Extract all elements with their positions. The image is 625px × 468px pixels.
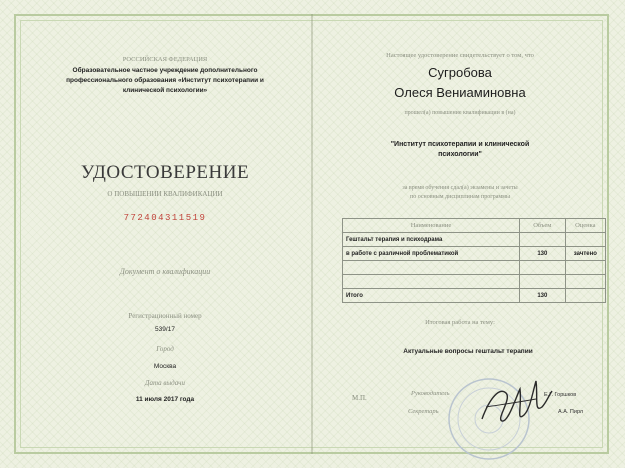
exams-text-2: по основным дисциплинам программы — [409, 194, 510, 200]
head-name: Е.Г. Горшков — [544, 392, 577, 398]
table-row — [343, 261, 606, 275]
exams-text-1: за время обучения сдал(а) экзамены и зачеты — [402, 185, 518, 191]
recipient-name: Олеся Вениаминовна — [394, 85, 526, 100]
country-label: РОССИЙСКАЯ ФЕДЕРАЦИЯ — [122, 56, 208, 63]
reg-number: 539/17 — [155, 326, 175, 333]
table-row — [343, 275, 606, 289]
row-cell — [565, 289, 605, 303]
table-header — [343, 219, 606, 233]
org-line-3: клинической психологии» — [122, 87, 208, 94]
city: Москва — [153, 363, 177, 370]
table-row-total — [343, 289, 606, 303]
document-type: Документ о квалификации — [119, 267, 211, 276]
row-cell — [519, 233, 565, 247]
row-cell — [565, 233, 605, 247]
disciplines-table — [342, 218, 606, 303]
institution-line-2: психологии" — [438, 151, 482, 158]
row-cell: зачтено — [565, 247, 605, 261]
passed-text: прошел(а) повышение квалификации в (на) — [404, 110, 516, 116]
row-cell — [519, 261, 565, 275]
final-work-title: Актуальные вопросы гештальт терапии — [403, 348, 533, 355]
row-cell — [519, 275, 565, 289]
row-cell — [343, 261, 520, 275]
institution-line-1: "Институт психотерапии и клинической — [390, 141, 530, 148]
org-line-2: профессионального образования «Институт психотерапии и — [66, 77, 264, 84]
row-cell — [565, 261, 605, 275]
handwritten-signature — [476, 367, 556, 437]
row-cell: Итого — [343, 289, 520, 303]
row-cell — [343, 275, 520, 289]
document-subtitle: О ПОВЫШЕНИИ КВАЛИФИКАЦИИ — [107, 190, 223, 198]
right-page — [316, 22, 604, 446]
date-label: Дата выдачи — [145, 379, 185, 387]
page-fold — [311, 14, 313, 454]
intro-text: Настоящее удостоверение свидетельствует о том, что — [386, 52, 534, 59]
row-cell: Гештальт терапия и психодрама — [343, 233, 520, 247]
serial-number: 772404311519 — [123, 213, 207, 223]
secretary-label: Секретарь — [408, 408, 439, 415]
recipient-surname: Сугробова — [428, 65, 492, 80]
table-row — [343, 247, 606, 261]
row-cell: в работе с различной проблематикой — [343, 247, 520, 261]
row-cell — [565, 275, 605, 289]
issue-date: 11 июля 2017 года — [135, 396, 195, 403]
city-label: Город — [156, 345, 174, 353]
row-cell: 130 — [519, 247, 565, 261]
secretary-name: А.А. Пирл — [558, 409, 584, 415]
stamp-label: М.П. — [352, 394, 367, 402]
org-line-1: Образовательное частное учреждение дополнительного — [72, 67, 258, 74]
row-cell: 130 — [519, 289, 565, 303]
header-name: Наименование — [343, 219, 520, 233]
document-title: УДОСТОВЕРЕНИЕ — [80, 162, 250, 183]
header-grade: Оценка — [565, 219, 605, 233]
table-row — [343, 233, 606, 247]
left-page — [22, 22, 308, 446]
final-work-label: Итоговая работа на тему: — [425, 319, 495, 326]
header-volume: Объем — [519, 219, 565, 233]
head-label: Руководитель — [411, 390, 450, 397]
reg-number-label: Регистрационный номер — [128, 312, 202, 320]
